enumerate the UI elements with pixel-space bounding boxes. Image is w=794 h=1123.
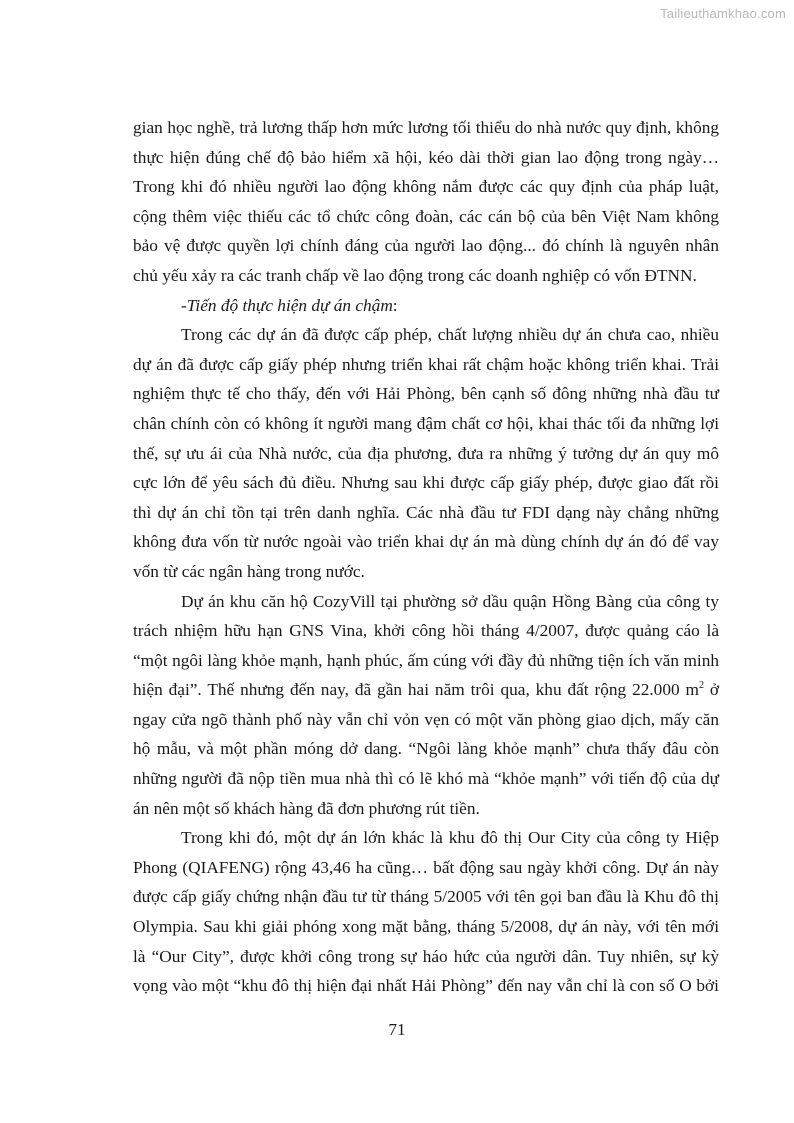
text-line: Trong các dự án đã được cấp phép, chất lượng nhiều dự án chưa cao, nhiều (181, 325, 719, 345)
heading-suffix: : (392, 295, 398, 315)
text-line: Dự án khu căn hộ CozyVill tại phường sở dầu quận Hồng Bàng của công ty (181, 591, 719, 611)
heading-line (133, 291, 719, 321)
page-number: 71 (388, 1020, 406, 1039)
text-line: được cấp giấy chứng nhận đầu tư từ tháng 5/2005 với tên gọi ban đầu là Khu đô thị (133, 887, 719, 907)
text-line: chân chính còn có không ít người mang đậm chất cơ hội, khai thác tối đa những lợi (133, 413, 719, 433)
text-line: cực lớn để yêu sách đủ điều. Nhưng sau khi được cấp giấy phép, được giao đất rồi (133, 473, 719, 493)
superscript: 2 (698, 679, 704, 691)
text-line: vọng vào một “khu đô thị hiện đại nhất Hải Phòng” đến nay vẫn chỉ là con số O bởi (133, 976, 719, 996)
text-line: những người đã nộp tiền mua nhà thì có lẽ khó mà “khỏe mạnh” với tiến độ của dự (133, 769, 719, 789)
section-heading (133, 291, 719, 321)
text-line: hộ mẫu, và một phần móng dở dang. “Ngôi làng khỏe mạnh” chưa thấy đâu còn (133, 739, 719, 759)
paragraph (133, 113, 719, 291)
text-line: Olympia. Sau khi giải phóng xong mặt bằng, tháng 5/2008, dự án này, với tên mới (133, 917, 719, 937)
text-line: Trong khi đó nhiều người lao động không nắm được các quy định của pháp luật, (133, 177, 719, 197)
text-line: “một ngôi làng khỏe mạnh, hạnh phúc, ấm cúng với đầy đủ những tiện ích văn minh (133, 650, 719, 670)
text-line (133, 675, 719, 705)
text-line: Trong khi đó, một dự án lớn khác là khu đô thị Our City của công ty Hiệp (181, 828, 719, 848)
text-line: gian học nghề, trả lương thấp hơn mức lương tối thiểu do nhà nước quy định, không (133, 118, 719, 137)
text-line: cộng thêm việc thiếu các tổ chức công đoàn, các cán bộ của bên Việt Nam không (133, 206, 719, 226)
text-line: án nên một số khách hàng đã đơn phương rút tiền. (133, 798, 480, 818)
text-line: dự án đã được cấp giấy phép nhưng triển khai rất chậm hoặc không triển khai. Trải (133, 354, 719, 374)
heading-text: -Tiến độ thực hiện dự án chậm (181, 295, 393, 315)
text-line: chủ yếu xảy ra các tranh chấp về lao động trong các doanh nghiệp có vốn ĐTNN. (133, 265, 697, 285)
page-body (133, 113, 719, 1001)
text-line: ngay cửa ngõ thành phố này vẫn chỉ vỏn vẹn có một văn phòng giao dịch, mấy căn (133, 709, 719, 729)
text-line: trách nhiệm hữu hạn GNS Vina, khởi công hồi tháng 4/2007, được quảng cáo là (133, 621, 719, 641)
paragraph (133, 587, 719, 824)
text-line: là “Our City”, được khởi công trong sự háo hức của người dân. Tuy nhiên, sự kỳ (133, 946, 719, 966)
text-fragment: ở (703, 680, 719, 700)
text-line: không đưa vốn từ nước ngoài vào triển khai dự án mà dùng chính dự án đó để vay (133, 532, 719, 552)
text-line: Phong (QIAFENG) rộng 43,46 ha cũng… bất động sau ngày khởi công. Dự án này (133, 857, 719, 877)
text-line: nghiệm thực tế cho thấy, đến với Hải Phòng, bên cạnh số đông những nhà đầu tư (133, 384, 719, 404)
paragraph (133, 823, 719, 1001)
watermark: Tailieuthamkhao.com (660, 6, 786, 21)
text-line: vốn từ các ngân hàng trong nước. (133, 561, 365, 581)
text-line: bảo vệ được quyền lợi chính đáng của người lao động... đó chính là nguyên nhân (133, 236, 719, 256)
text-line: thực hiện đúng chế độ bảo hiểm xã hội, kéo dài thời gian lao động trong ngày… (133, 147, 719, 167)
text-line: thì dự án chỉ tồn tại trên danh nghĩa. Các nhà đầu tư FDI dạng này chẳng những (133, 502, 719, 522)
text-fragment: hiện đại”. Thế nhưng đến nay, đã gần hai năm trôi qua, khu đất rộng 22.000 m (133, 680, 699, 700)
text-line: thế, sự ưu ái của Nhà nước, của địa phương, đưa ra những ý tưởng dự án quy mô (133, 443, 719, 463)
paragraph (133, 320, 719, 586)
